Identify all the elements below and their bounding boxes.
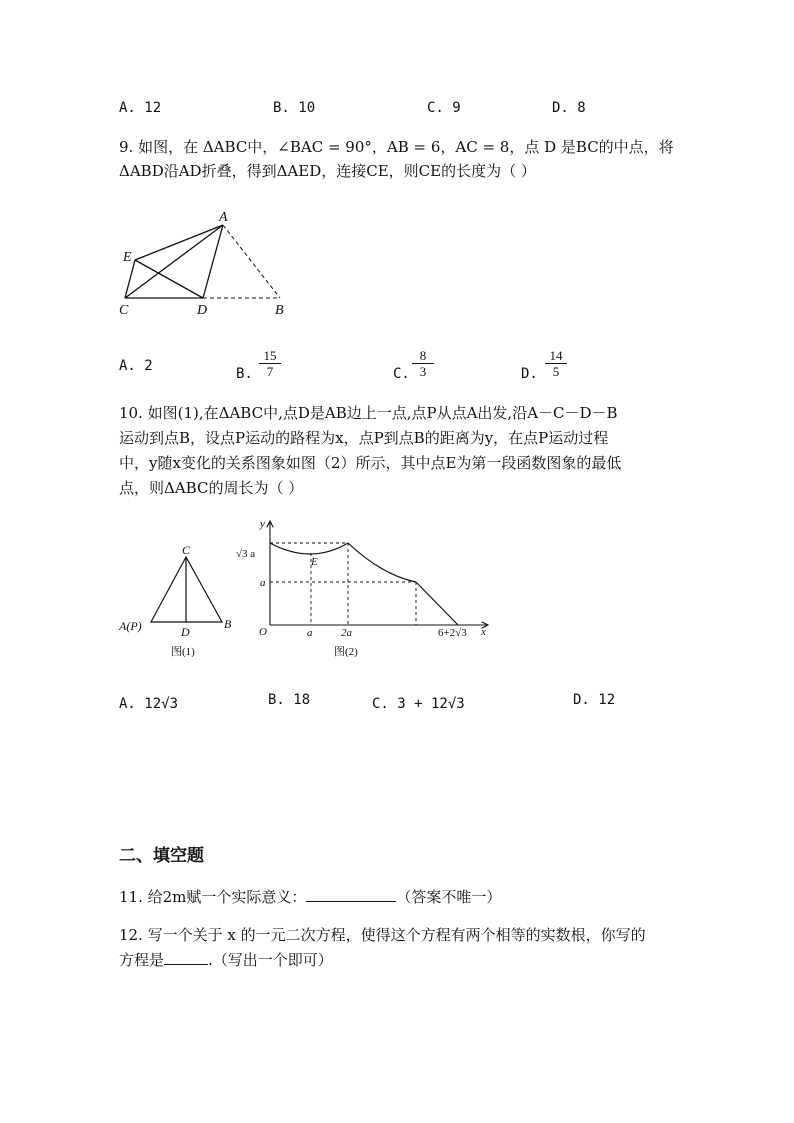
q12-answer-blank[interactable] xyxy=(164,948,208,965)
q10-fig2-label-a: a xyxy=(260,577,266,589)
q10-fig2-label-e: E xyxy=(311,556,318,568)
q12-line-2 xyxy=(119,947,333,973)
q10-fig2-label-sqrt3a: √3 a xyxy=(236,548,256,560)
fraction-numerator: 15 xyxy=(259,349,281,364)
q10-fig1-label-b: B xyxy=(224,617,232,631)
q9-segment-ab-dashed xyxy=(223,225,280,298)
q10-fig2-label-x: x xyxy=(481,626,486,638)
q8-option-c: C. 9 xyxy=(427,100,461,116)
q10-fig2-caption: 图(2) xyxy=(334,646,358,658)
q9-label-e: E xyxy=(123,250,132,265)
q10-fig1-label-c: C xyxy=(182,543,191,557)
q10-fig2-label-y: y xyxy=(260,518,265,530)
q9-label-c: C xyxy=(119,303,129,318)
q9-segment-ad xyxy=(203,225,223,298)
q11-line xyxy=(119,884,501,910)
fraction-denominator: 7 xyxy=(266,364,274,379)
q10-fig2-curve-1 xyxy=(270,543,348,554)
fraction-numerator: 8 xyxy=(412,349,434,364)
q9-option-a: A. 2 xyxy=(119,358,153,374)
q10-option-b: B. 18 xyxy=(268,692,311,708)
q10-fig2-label-origin: O xyxy=(259,626,267,638)
fraction-denominator: 3 xyxy=(419,364,427,379)
q9-segment-ac xyxy=(125,225,223,298)
q9-fraction-d xyxy=(545,349,567,378)
q11-text-after: （答案不唯一） xyxy=(396,888,502,906)
q10-line-4: 点，则ΔABC的周长为（ ） xyxy=(119,479,304,497)
q8-option-b: B. 10 xyxy=(273,100,316,116)
q8-option-a: A. 12 xyxy=(119,100,162,116)
q10-fig1-label-d: D xyxy=(181,625,190,639)
q9-label-a: A xyxy=(219,210,228,225)
q10-fig2-tick-end: 6+2√3 xyxy=(438,627,467,639)
q9-fraction-b xyxy=(259,349,281,378)
q11-answer-blank[interactable] xyxy=(306,885,396,902)
q9-label-d: D xyxy=(197,303,208,318)
q8-option-d: D. 8 xyxy=(552,100,586,116)
q10-figure-2 xyxy=(232,515,500,665)
q10-line-2: 运动到点B，设点P运动的路程为x，点P到点B的距离为y，在点P运动过程 xyxy=(119,429,609,447)
q9-line-2: ΔABD沿AD折叠，得到ΔAED，连接CE，则CE的长度为（ ） xyxy=(119,162,536,180)
q10-figure-1 xyxy=(115,540,240,665)
fraction-numerator: 14 xyxy=(545,349,567,364)
q12-text-before: 方程是 xyxy=(119,951,165,969)
q11-text-before: 11. 给2m赋一个实际意义： xyxy=(119,888,307,906)
q10-line-3: 中，y随x变化的关系图象如图（2）所示，其中点E为第一段函数图象的最低 xyxy=(119,454,622,472)
q12-line-1: 12. 写一个关于 x 的一元二次方程，使得这个方程有两个相等的实数根，你写的 xyxy=(119,926,646,944)
q10-fig2-line-3 xyxy=(416,582,458,625)
q10-fig1-caption: 图(1) xyxy=(171,646,195,658)
section-title-fill-in: 二、填空题 xyxy=(119,846,204,866)
q9-option-c: C. xyxy=(393,366,410,382)
q9-option-d: D. xyxy=(521,366,538,382)
q10-option-c: C. 3 + 12√3 xyxy=(372,696,465,712)
fraction-denominator: 5 xyxy=(552,364,560,379)
q9-figure xyxy=(112,205,292,320)
q12-text-after: .（写出一个即可） xyxy=(208,951,333,969)
q9-line-1: 9. 如图，在 ΔABC中，∠BAC = 90°，AB = 6，AC = 8，点 D 是BC的中点，将 xyxy=(119,138,674,156)
q10-option-a: A. 12√3 xyxy=(119,696,179,712)
q9-option-b: B. xyxy=(236,366,253,382)
q10-fig2-tick-2a: 2a xyxy=(341,627,352,639)
q10-fig2-tick-a: a xyxy=(307,627,313,639)
q10-option-d: D. 12 xyxy=(573,692,616,708)
q9-label-b: B xyxy=(275,303,284,318)
q9-fraction-c xyxy=(412,349,434,378)
q10-line-1: 10. 如图(1),在ΔABC中,点D是AB边上一点,点P从点A出发,沿A－C－D－B xyxy=(119,404,618,422)
q10-fig2-curve-2 xyxy=(348,543,416,582)
q10-fig1-label-a: A(P) xyxy=(119,619,142,633)
